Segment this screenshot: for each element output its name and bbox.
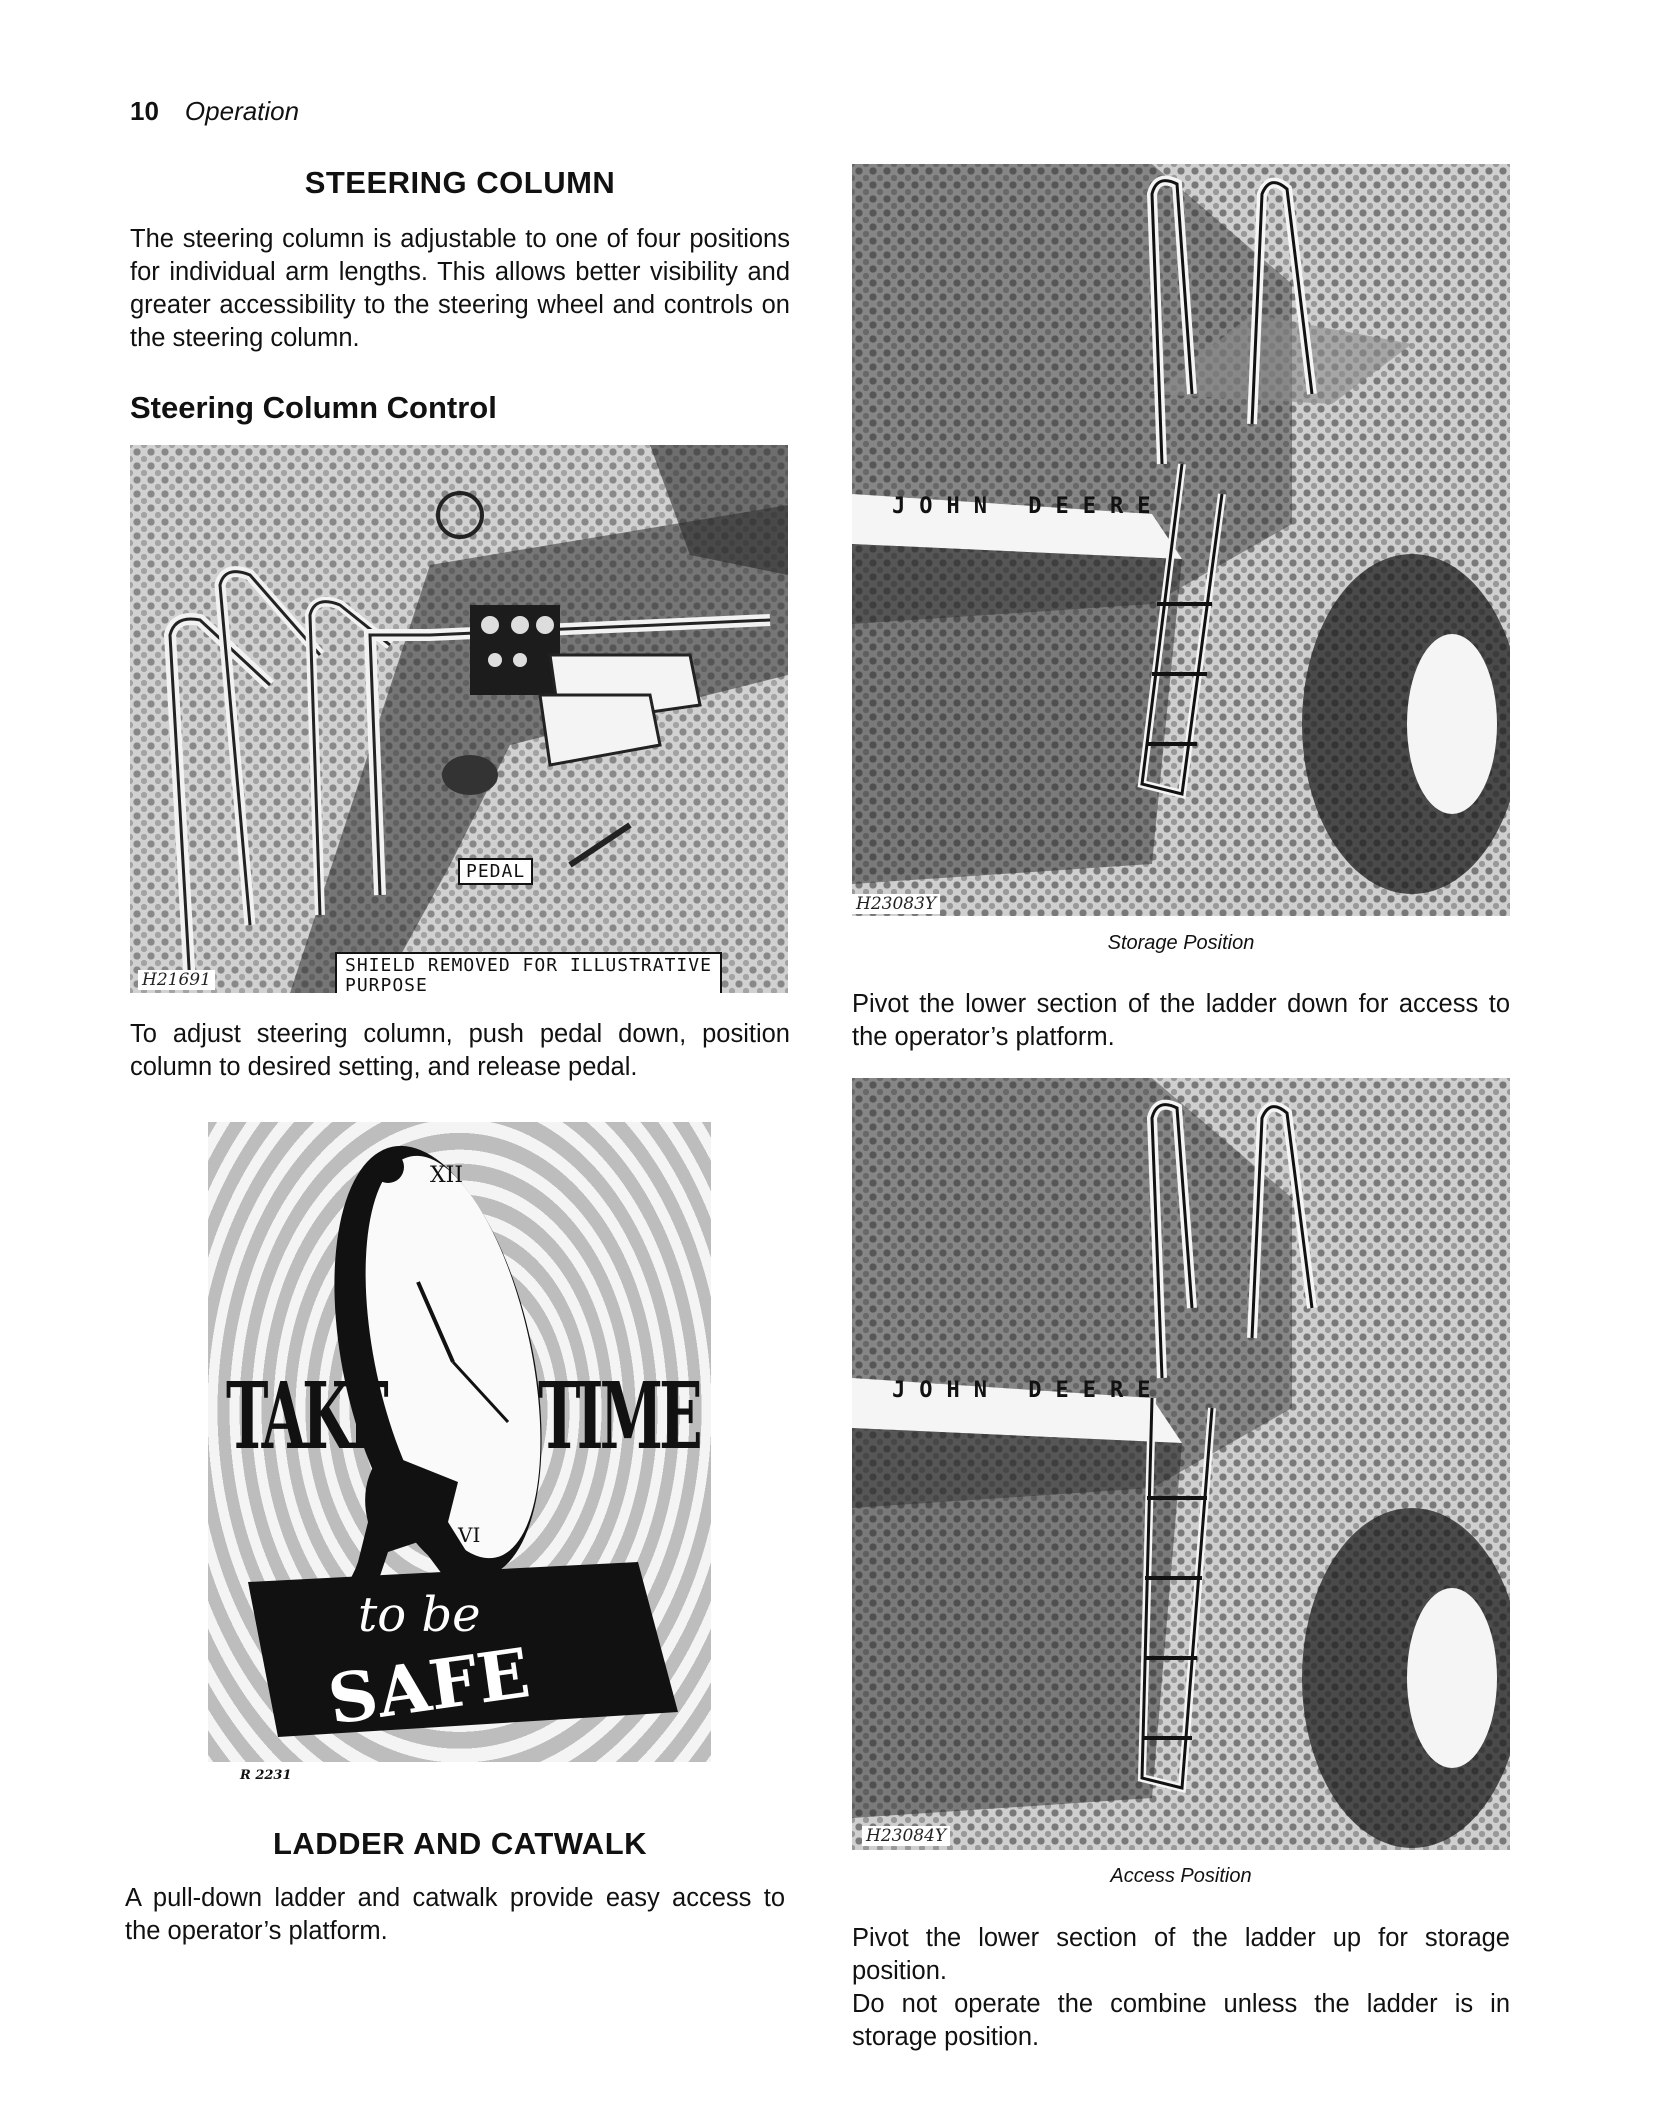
pedal-callout: PEDAL — [458, 858, 533, 885]
access-position-text1: Pivot the lower section of the ladder up for storage position. — [852, 1924, 1510, 1985]
steering-control-subtitle: Steering Column Control — [130, 390, 497, 425]
poster-word-time: TIME — [538, 1362, 699, 1470]
poster-code: R 2231 — [240, 1768, 292, 1783]
svg-text:XII: XII — [430, 1163, 464, 1188]
access-photo-drawing — [852, 1078, 1510, 1850]
ladder-catwalk-body: A pull-down ladder and catwalk provide easy access to the operator’s platform. — [125, 1884, 785, 1945]
poster-word-take: TAKE — [226, 1362, 388, 1470]
svg-text:VI: VI — [458, 1523, 481, 1547]
shield-note-line2: PURPOSE — [345, 975, 428, 993]
take-time-safety-poster — [208, 1122, 711, 1762]
storage-photo-brand: JOHN DEERE — [892, 494, 1165, 519]
shield-removed-note — [335, 952, 722, 993]
storage-photo-drawing — [852, 164, 1510, 916]
storage-position-text: Pivot the lower section of the ladder down for access to the operator’s platform. — [852, 990, 1510, 1051]
storage-photo-code: H23083Y — [852, 894, 940, 914]
steering-photo-code: H21691 — [138, 970, 215, 990]
access-position-text2: Do not operate the combine unless the ladder is in storage position. — [852, 1990, 1510, 2051]
poster-banner-safe: SAFE — [323, 1633, 535, 1741]
steering-column-body: The steering column is adjustable to one of four positions for individual arm lengths. This allows better visibility and greater accessibility to the steering wheel and controls on the steering column. — [130, 225, 790, 352]
storage-position-caption: Storage Position — [1107, 932, 1255, 954]
steering-adjust-instruction: To adjust steering column, push pedal down, position column to desired setting, and release pedal. — [130, 1020, 790, 1081]
access-photo-code: H23084Y — [862, 1826, 950, 1846]
section-name: Operation — [184, 96, 300, 126]
shield-note-line1: SHIELD REMOVED FOR ILLUSTRATIVE — [345, 955, 712, 976]
steering-column-photo — [130, 445, 788, 993]
access-position-caption: Access Position — [1110, 1865, 1252, 1887]
access-position-photo — [852, 1078, 1510, 1850]
access-photo-brand: JOHN DEERE — [892, 1378, 1165, 1403]
storage-position-photo — [852, 164, 1510, 916]
page-header — [130, 96, 299, 127]
steering-column-title: STEERING COLUMN — [304, 165, 616, 200]
steering-photo-drawing — [130, 445, 788, 993]
poster-banner-to-be: to be — [358, 1587, 481, 1643]
ladder-catwalk-title: LADDER AND CATWALK — [272, 1826, 648, 1861]
page-number: 10 — [130, 96, 159, 126]
